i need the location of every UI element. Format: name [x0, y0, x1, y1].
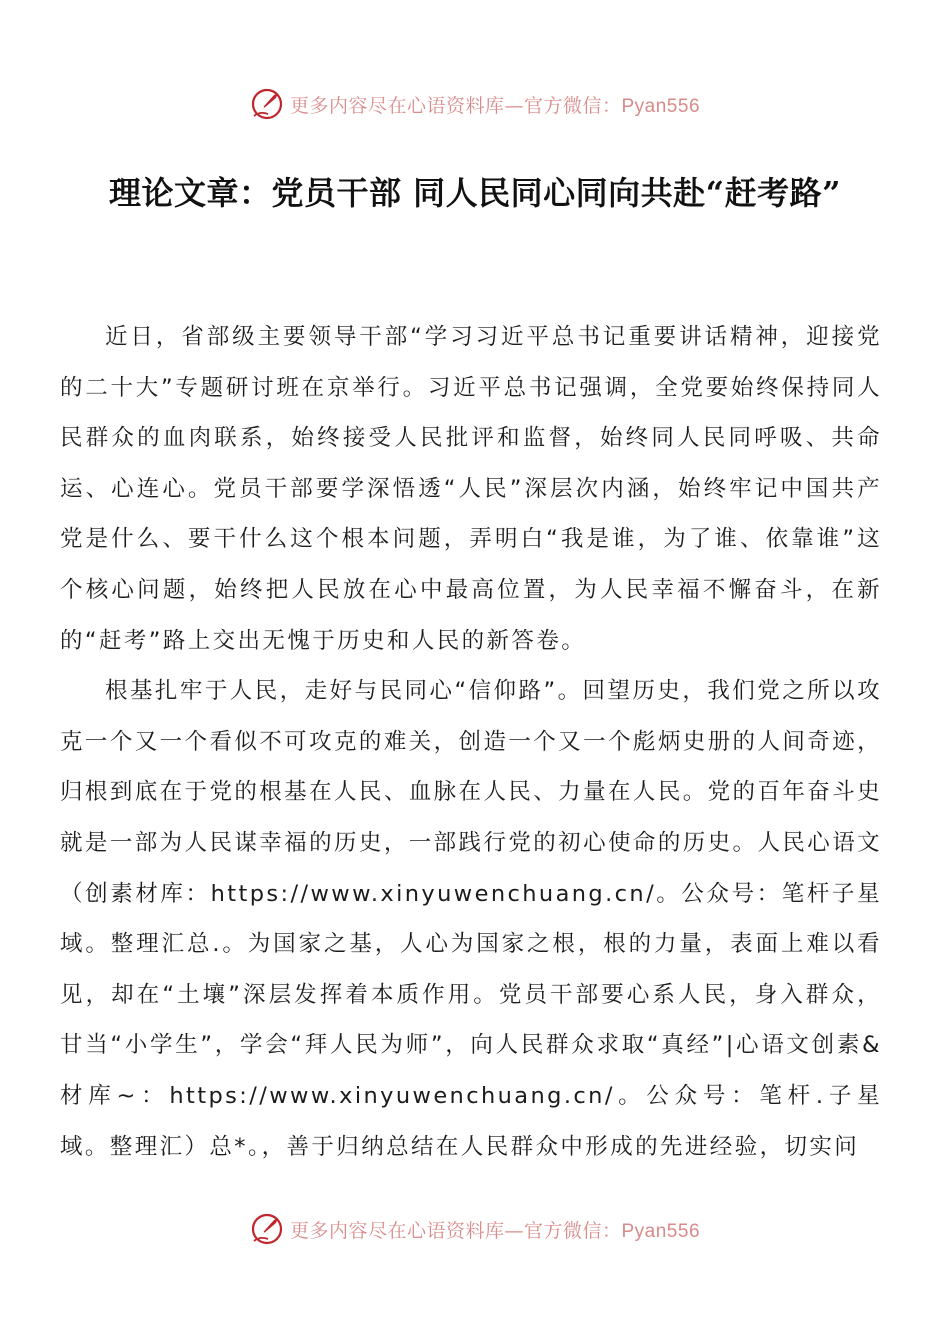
paragraph-1: 近日，省部级主要领导干部“学习习近平总书记重要讲话精神，迎接党的二十大”专题研讨班在京举行。习近平总书记强调，全党要始终保持同人民群众的血肉联系，始终接受人民批评和监督，始终同人民同呼吸、共命运、心连心。党员干部要学深悟透“人民”深层次内涵，始终牢记中国共产党是什么、要干什么这个根本问题，弄明白“我是谁，为了谁、依靠谁”这个核心问题，始终把人民放在心中最高位置，为人民幸福不懈奋斗，在新的“赶考”路上交出无愧于历史和人民的新答卷。 — [60, 324, 882, 654]
footer-banner-text: 更多内容尽在心语资料库—官方微信：Pyan556 — [289, 1219, 701, 1242]
footer-wechat-id: Pyan556 — [621, 1220, 701, 1242]
paragraph-2: 根基扎牢于人民，走好与民同心“信仰路”。回望历史，我们党之所以攻克一个又一个看似不可攻克的难关，创造一个又一个彪炳史册的人间奇迹，归根到底在于党的根基在人民、血脉在人民、力量在人民。党的百年奋斗史就是一部为人民谋幸福的历史，一部践行党的初心使命的历史。人民心语文（创素材库：https://www.xinyuwenchuang.cn/。公众号：笔杆子星域。整理汇总.。为国家之基，人心为国家之根，根的力量，表面上难以看见，却在“土壤”深层发挥着本质作用。党员干部要心系人民，身入群众，甘当“小学生”，学会“拜人民为师”，向人民群众求取“真经”|心语文创素&材库~：https://www.xinyuwenchuang.cn/。公众号：笔杆.子星域。整理汇）总*。，善于归纳总结在人民群众中形成的先进经验，切实问 — [60, 678, 882, 1160]
header-wechat-id: Pyan556 — [621, 95, 701, 117]
quill-pen-logo-icon — [250, 87, 284, 121]
document-body — [60, 312, 882, 1172]
header-banner — [0, 84, 950, 124]
document-title: 理论文章：党员干部 同人民同心同向共赴“赶考路” — [109, 174, 841, 212]
quill-pen-logo-icon — [250, 1212, 284, 1246]
header-banner-text: 更多内容尽在心语资料库—官方微信：Pyan556 — [289, 94, 701, 117]
footer-banner — [0, 1209, 950, 1249]
